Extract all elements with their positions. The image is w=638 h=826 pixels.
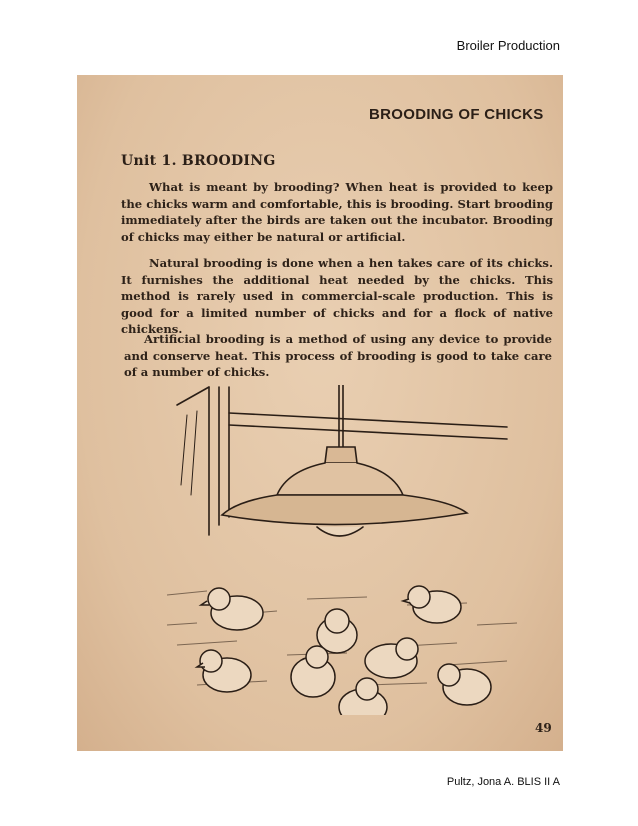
lamp-brim <box>222 495 467 525</box>
chicks-group <box>197 586 491 715</box>
chick-2 <box>403 586 461 623</box>
page-header-title: Broiler Production <box>456 38 560 53</box>
paragraph-artificial-brooding: Artificial brooding is a method of using any device to provide and conserve heat. This process of brooding is good to take care of a number of chicks. <box>124 332 552 379</box>
book-page-number: 49 <box>535 721 552 735</box>
paragraph-brooding-definition: What is meant by brooding? When heat is provided to keep the chicks warm and comfortable, this is brooding. Start brooding immediately after the birds are taken out the incubator. Brooding of chicks may either be natural or artificial. <box>121 180 553 244</box>
paragraph-natural-brooding: Natural brooding is done when a hen takes care of its chicks. It furnishes the additional heat needed by the chicks. This method is rarely used in commercial-scale production. This is good for a limited number of chicks and for a flock of native chickens. <box>121 256 553 336</box>
page-footer-author: Pultz, Jona A. BLIS II A <box>446 776 560 788</box>
lamp-shade <box>277 463 403 495</box>
section-title: BROODING OF CHICKS <box>369 106 544 123</box>
chick-3 <box>317 609 357 653</box>
chick-7 <box>438 664 491 705</box>
unit-heading: Unit 1. BROODING <box>121 153 276 169</box>
chick-6 <box>365 638 418 678</box>
brooder-illustration <box>167 385 527 715</box>
chick-8 <box>339 678 387 715</box>
lamp-rod <box>339 385 343 447</box>
chick-4 <box>197 650 251 692</box>
scanned-book-page <box>77 75 563 751</box>
lamp-bulb <box>317 527 363 536</box>
chick-1 <box>201 588 263 630</box>
wall-baseboard <box>229 413 507 439</box>
